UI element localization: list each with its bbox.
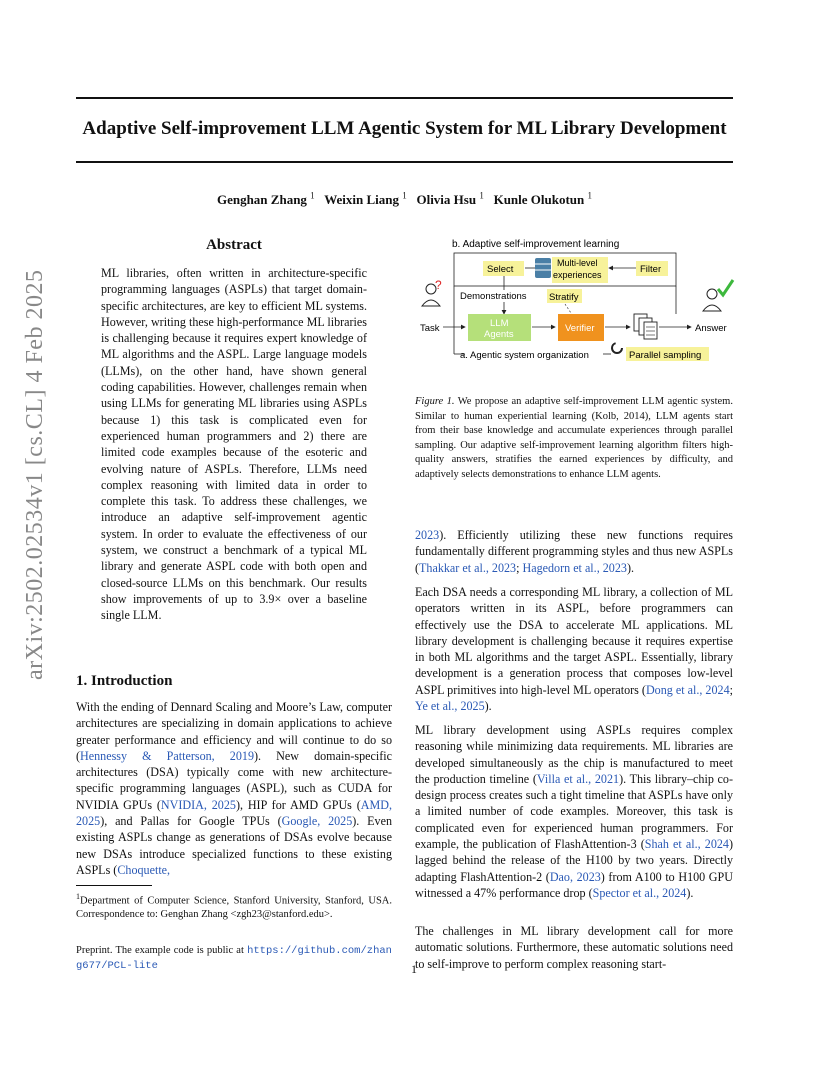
caption-text — [415, 396, 733, 480]
citation-link[interactable]: Hagedorn et al., 2023 — [522, 560, 627, 575]
text-run: ). Efficiently utilizing these new functions requires fundamentally different programming styles and thus new ASPLs ( — [415, 528, 733, 575]
fig-top-label: b. Adaptive self-improvement learning — [452, 239, 620, 250]
demonstrations-label: Demonstrations — [460, 291, 527, 302]
select-label: Select — [487, 264, 514, 275]
answer-label: Answer — [695, 323, 727, 334]
citation-link[interactable]: Choquette, — [117, 862, 171, 877]
citation-link[interactable]: AMD, 2025 — [76, 797, 392, 829]
citation-link[interactable]: Hennessy & Patterson, 2019 — [80, 748, 254, 763]
filter-label: Filter — [640, 264, 662, 275]
text-run: ; — [729, 682, 733, 697]
text-run: ) from A100 to H100 GPU witnessed a 47% performance drop ( — [415, 869, 733, 900]
text-run: ML library development using ASPLs requires complex reasoning while minimizing data requirements. ML libraries are developed simultaneously as the chip is manufactured to meet the production timeline ( — [415, 723, 733, 786]
citation-link[interactable]: Kolb, 2014 — [595, 410, 645, 422]
text-run: We propose an adaptive self-improvement LLM agentic system. Similar to human experiential learning ( — [415, 396, 733, 422]
text-run: Each DSA needs a corresponding ML library, a collection of ML operators written in its ASPL, before programmers can effectively use the DSA to accelerate ML applications. ML library development is challenging because it requires expertise in both ML algorithms and the target ASPL. Essentially, library development is a generation process that composes low-level ASPL primitives into high-level ML operators ( — [415, 585, 733, 697]
abstract-heading: Abstract — [206, 237, 262, 253]
intro-paragraph — [76, 699, 392, 878]
section-heading-introduction: 1. Introduction — [76, 673, 173, 689]
text-run: ). New domain-specific architectures (DSA) typically come with new architecture-specific programming languages (ASPL), such as CUDA for NVIDIA GPUs ( — [76, 748, 392, 812]
text-run: ; — [516, 560, 523, 575]
text-run: ), LLM agents start from their base knowledge and accumulate experiences through parallel sampling. Our adaptive self-improvement learning algorithm filters high-quality answers, stratifies the earned experiences by difficulty, and adaptively selects demonstrations to enhance LLM agents. — [415, 410, 734, 480]
text-run: ), HIP for AMD GPUs ( — [235, 797, 361, 812]
llm-label-2: Agents — [484, 329, 514, 340]
caption-label: Figure 1. — [415, 396, 455, 407]
figure-1 — [415, 234, 740, 364]
author: Olivia Hsu $^1$ — [416, 191, 484, 208]
check-icon — [718, 280, 733, 295]
right-paragraph-0 — [415, 527, 733, 576]
text-run: The challenges in ML library development call for more automatic solutions. Furthermore, these automatic solutions need to self-improve to perform complex reasoning start- — [415, 924, 733, 971]
citation-link[interactable]: Villa et al., 2021 — [536, 771, 620, 786]
citation-link[interactable]: Dong et al., 2024 — [645, 682, 730, 697]
text-run: ). Even existing ASPLs change as generations of DSAs evolve because new DSAs introduce specialized functions to these existing ASPLs ( — [76, 814, 392, 877]
fig-bottom-label: a. Agentic system organization — [460, 350, 589, 361]
footnote-rule — [76, 885, 152, 886]
author: Genghan Zhang $^1$ — [216, 191, 315, 208]
citation-link[interactable]: Dao, 2023 — [549, 869, 601, 884]
llm-label-1: LLM — [490, 318, 509, 329]
parallel-sampling-label: Parallel sampling — [629, 350, 702, 361]
figure-caption — [415, 395, 733, 483]
experience-label-1: Multi-level — [557, 258, 598, 268]
title-bottom-rule — [76, 161, 733, 163]
text-run: ). — [626, 560, 634, 575]
author-list — [76, 191, 733, 208]
citation-link[interactable]: Thakkar et al., 2023 — [419, 560, 517, 575]
preprint-note: Preprint. The example code is public at https://github.com/zhang677/PCL-lite — [76, 945, 392, 972]
documents-icon — [634, 314, 657, 339]
citation-link[interactable]: Shah et al., 2024 — [644, 837, 729, 852]
right-paragraph-1 — [415, 584, 733, 714]
database-icon — [535, 258, 551, 278]
citation-link[interactable]: Spector et al., 2024 — [592, 885, 687, 900]
citation-link[interactable]: Google, 2025 — [281, 814, 353, 829]
citation-link[interactable]: 2023 — [415, 528, 440, 542]
page-number: 1 — [411, 962, 417, 976]
experience-label-2: experiences — [553, 270, 602, 280]
code-link[interactable]: https://github.com/zhang677/PCL-lite — [76, 945, 392, 972]
arxiv-identifier: arXiv:2502.02534v1 [cs.CL] 4 Feb 2025 — [22, 269, 48, 680]
text-run: ), and Pallas for Google TPUs ( — [100, 814, 282, 829]
author: Kunle Olukotun $^1$ — [493, 191, 593, 208]
text-run: ). — [686, 885, 694, 900]
stratify-label: Stratify — [549, 292, 579, 303]
top-rule — [76, 97, 733, 99]
citation-link[interactable]: Ye et al., 2025 — [415, 699, 485, 714]
cycle-arrow-icon — [612, 343, 622, 353]
text-run: ) lagged behind the release of the H100 by two years. Directly adapting FlashAttention-2 ( — [415, 837, 733, 884]
paper-title: Adaptive Self-improvement LLM Agentic System for ML Library Development — [82, 118, 727, 139]
citation-link[interactable]: NVIDIA, 2025 — [160, 797, 236, 812]
text-run: With the ending of Dennard Scaling and Moore’s Law, computer architectures are specializing in domain applications to achieve greater performance and efficiency and will continue to do so ( — [76, 700, 392, 763]
verifier-label: Verifier — [565, 323, 595, 334]
affiliation-footnote: $^1$Department of Computer Science, Stanford University, Stanford, USA. Correspondence to: Genghan Zhang <zgh23@stanford.edu>. — [76, 892, 392, 920]
text-run: ). This library–chip co-design process creates such a tight timeline that ASPLs have only a limited number of code examples. Moreover, this task is complicated even for experienced human programmers. For example, the publication of FlashAttention-3 ( — [415, 771, 734, 852]
author: Weixin Liang $^1$ — [324, 191, 407, 208]
abstract-body: ML libraries, often written in architecture-specific programming languages (ASPLs) that target domain-specific architectures, are key to efficient ML systems. However, writing these high-performance ML libraries is challenging because it requires expert knowledge of ML algorithms and the ASPL. Large language models (LLMs), on the other hand, have shown general coding capabilities. However, challenges remain when using LLMs for generating ML libraries using ASPLs because 1) this task is complicated even for experienced human programmers and 2) there are limited code examples because of the esoteric and evolving nature of ASPLs. Therefore, LLMs need complex reasoning with limited data in order to complete this task. To address these challenges, we introduce an adaptive self-improvement agentic system. In order to evaluate the effectiveness of our system, we construct a benchmark of a typical ML library and generate ASPL code with both open and closed-source LLMs on this benchmark. Our results show improvements of up to 3.9× over a baseline single LLM. — [101, 266, 367, 623]
text-run: ). — [484, 699, 492, 714]
right-paragraph-2 — [415, 722, 733, 901]
task-label: Task — [420, 323, 440, 334]
satisfied-person-icon — [703, 289, 721, 311]
question-mark: ? — [435, 278, 442, 292]
